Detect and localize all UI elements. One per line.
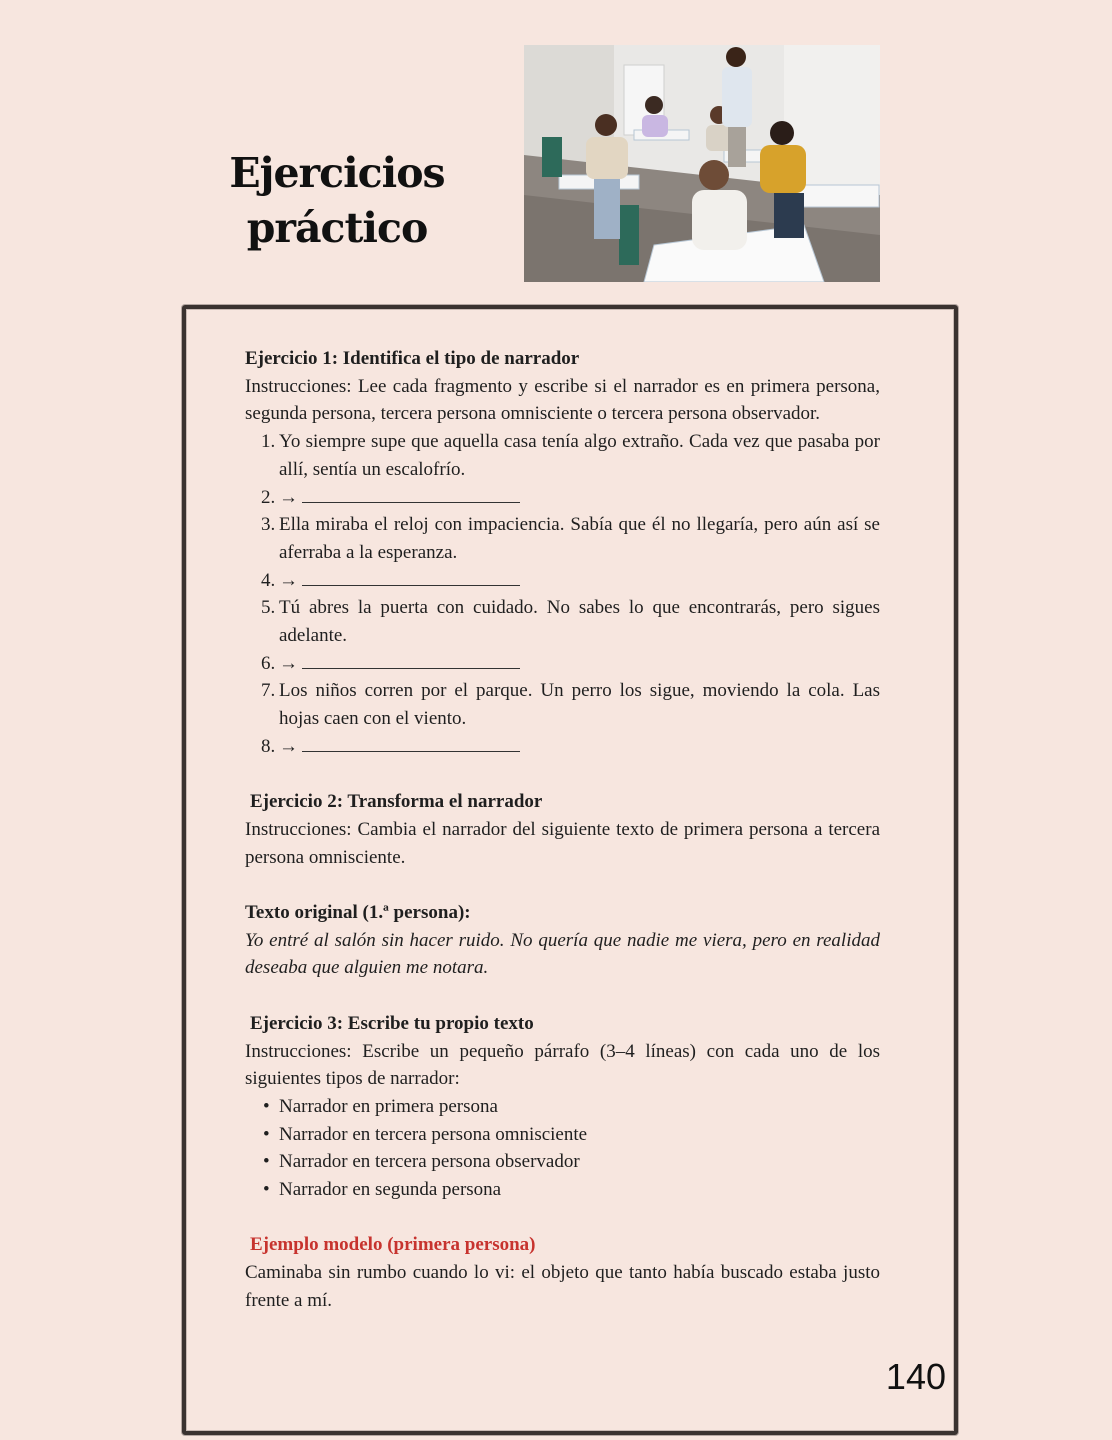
original-text: Yo entré al salón sin hacer ruido. No quería que nadie me viera, pero en realidad deseaba que alguien me notara.: [245, 929, 880, 979]
page-title-line2: práctico: [246, 204, 428, 252]
answer-blank[interactable]: [302, 733, 520, 752]
item-text: Tú abres la puerta con cuidado. No sabes lo que encontrarás, pero sigues adelante.: [279, 597, 880, 647]
list-item: • Narrador en segunda persona: [245, 1176, 880, 1204]
exercise-1-instructions: Instrucciones: Lee cada fragmento y escribe si el narrador es en primera persona, segunda persona, tercera persona omnisciente o tercera persona observador.: [245, 375, 880, 425]
example-text: Caminaba sin rumbo cuando lo vi: el objeto que tanto había buscado estaba justo frente a mí.: [245, 1262, 880, 1311]
page-title-line1: Ejercicios: [229, 149, 445, 197]
answer-blank[interactable]: [302, 650, 520, 669]
list-item: [245, 594, 880, 649]
item-text: Los niños corren por el parque. Un perro los sigue, moviendo la cola. Las hojas caen con el viento.: [279, 680, 880, 730]
item-number: 8.: [261, 735, 276, 757]
list-item: [245, 511, 880, 566]
list-item: [245, 650, 880, 678]
item-number: 1.: [261, 431, 276, 453]
list-item: [245, 677, 880, 732]
example-label: Ejemplo modelo (primera persona): [250, 1234, 536, 1256]
item-number: 5.: [261, 597, 276, 619]
list-item: [245, 428, 880, 483]
arrow-text: →: [279, 569, 298, 591]
page-title: [222, 146, 452, 256]
answer-blank[interactable]: [302, 484, 520, 503]
list-item: • Narrador en primera persona: [245, 1093, 880, 1121]
arrow-text: →: [279, 735, 298, 757]
exercise-1-heading: Ejercicio 1: Identifica el tipo de narrador: [245, 348, 580, 369]
exercise-1-list: [245, 428, 880, 760]
page-number: 140: [885, 1356, 946, 1397]
list-item: [245, 567, 880, 595]
original-text-label: Texto original (1.ª persona):: [245, 902, 471, 924]
arrow-text: →: [279, 652, 298, 674]
item-text: Ella miraba el reloj con impaciencia. Sabía que él no llegaría, pero aún así se aferraba a la esperanza.: [279, 514, 880, 563]
list-item: • Narrador en tercera persona observador: [245, 1148, 880, 1176]
classroom-photo: [524, 45, 880, 282]
list-item: [245, 733, 880, 761]
item-number: 6.: [261, 652, 276, 674]
item-number: 3.: [261, 514, 276, 536]
answer-blank[interactable]: [302, 567, 520, 586]
exercise-3-heading: Ejercicio 3: Escribe tu propio texto: [250, 1012, 534, 1034]
list-item: • Narrador en tercera persona omnisciente: [245, 1121, 880, 1149]
item-text: Yo siempre supe que aquella casa tenía algo extraño. Cada vez que pasaba por allí, sentía un escalofrío.: [279, 431, 880, 480]
list-item: [245, 484, 880, 512]
exercise-3-instructions: Instrucciones: Escribe un pequeño párrafo (3–4 líneas) con cada uno de los siguientes tipos de narrador:: [245, 1040, 880, 1090]
narrator-types-list: [245, 1093, 880, 1204]
item-number: 7.: [261, 680, 276, 702]
exercise-2-instructions: Instrucciones: Cambia el narrador del siguiente texto de primera persona a tercera persona omnisciente.: [245, 818, 880, 868]
item-number: 4.: [261, 569, 276, 591]
arrow-text: →: [279, 486, 298, 508]
item-number: 2.: [261, 486, 276, 508]
exercise-2-heading: Ejercicio 2: Transforma el narrador: [250, 791, 543, 813]
exercise-content: [245, 345, 880, 1315]
